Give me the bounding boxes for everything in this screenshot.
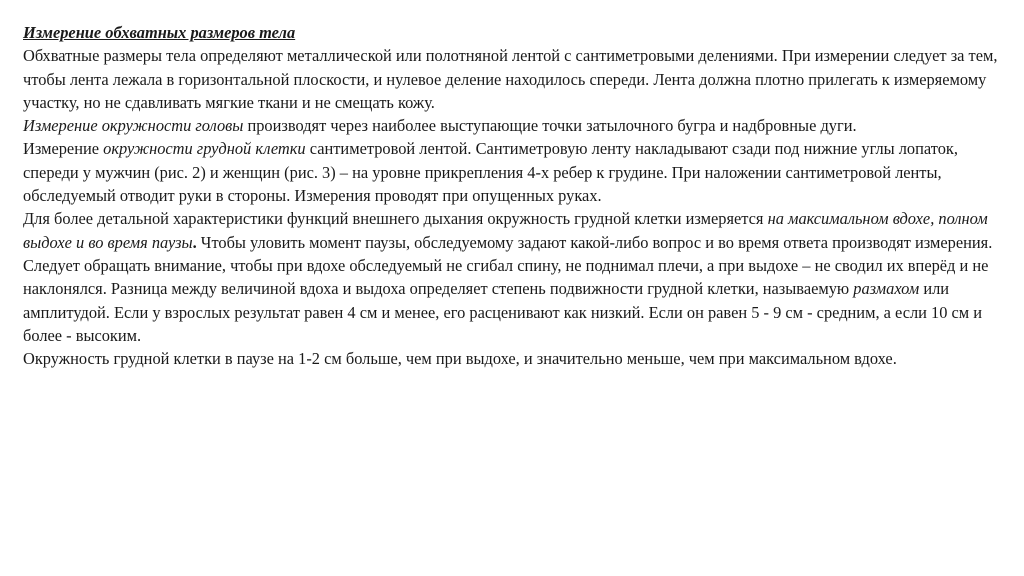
paragraph-breathing-measurement	[23, 207, 1008, 347]
head-circumference-term: Измерение окружности головы	[23, 116, 244, 136]
amplitude-term: размахом	[853, 279, 920, 299]
paragraph-tape-intro: Обхватные размеры тела определяют металлической или полотняной лентой с сантиметровыми делениями. При измерении следует за тем, чтобы лента лежала в горизонтальной плоскости, и нулевое деление находилось спереди. Лента должна плотно прилегать к измеряемому участку, но не сдавливать мягкие ткани и не смещать кожу.	[23, 46, 998, 112]
breathing-phases-term: на максимальном вдохе, полном выдохе и во время паузы	[23, 209, 988, 252]
paragraph-chest-circumference	[23, 137, 1008, 207]
head-circumference-text: производят через наиболее выступающие точки затылочного бугра и надбровные дуги.	[243, 116, 857, 136]
breathing-text-1: Чтобы уловить момент паузы, обследуемому задают какой-либо вопрос и во время ответа производят измерения. Следует обращать внимание, чтобы при вдохе обследуемый не сгибал спину, не поднимал плечи, а при выдохе – не сводил их вперёд и не наклонялся. Разница между величиной вдоха и выдоха определяет степень подвижности грудной клетки, называемую	[23, 232, 993, 299]
chest-circumference-text: сантиметровой лентой. Сантиметровую ленту накладывают сзади под нижние углы лопаток, спереди у мужчин (рис. 2) и женщин (рис. 3) – на уровне прикрепления 4-х ребер к грудине. При наложении сантиметровой ленты, обследуемый отводит руки в стороны. Измерения проводят при опущенных руках.	[23, 139, 958, 206]
breathing-phases-dot: .	[192, 232, 197, 252]
chest-lead-text: Измерение	[23, 139, 104, 159]
section-title: Измерение обхватных размеров тела	[23, 23, 296, 42]
slide-content	[23, 21, 1008, 370]
paragraph-pause-comparison: Окружность грудной клетки в паузе на 1-2 см больше, чем при выдохе, и значительно меньше, чем при максимальном вдохе.	[23, 349, 897, 369]
breathing-text-2: или амплитудой. Если у взрослых результат равен 4 см и менее, его расценивают как низкий. Если он равен 5 - 9 см - средним, а если 10 см и более - высоким.	[23, 279, 983, 345]
breathing-lead-text: Для более детальной характеристики функций внешнего дыхания окружность грудной клетки измеряется	[23, 209, 768, 229]
chest-circumference-term: окружности грудной клетки	[103, 139, 306, 159]
paragraph-head-circumference	[23, 114, 1008, 137]
